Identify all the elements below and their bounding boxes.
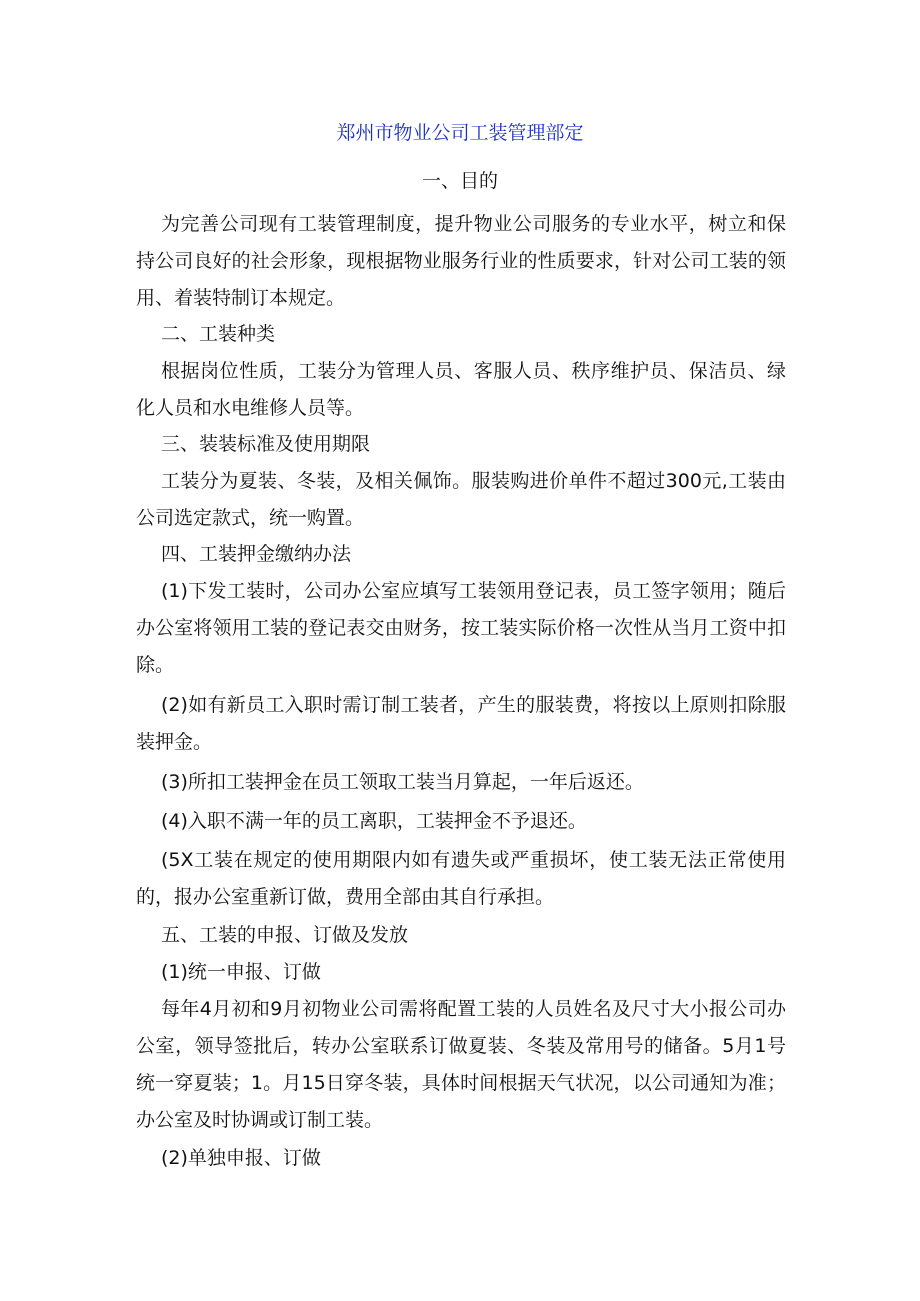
section-heading-purpose: 一、目的	[421, 170, 498, 192]
ordering-paragraph: 每年4月初和9月初物业公司需将配置工装的人员姓名及尺寸大小报公司办公室，领导签批后，转办公室联系订做夏装、冬装及常用号的储备。5月1号统一穿夏装；1。月15日穿冬装，具体时间根据天气状况，以公司通知为准；办公室及时协调或订制工装。	[136, 998, 786, 1131]
document-title: 郑州市物业公司工装管理部定	[336, 122, 584, 144]
deposit-item: (3)所扣工装押金在员工领取工装当月算起，一年后返还。	[161, 771, 644, 793]
section-heading-ordering: 五、工装的申报、订做及发放	[161, 924, 409, 946]
deposit-item: (1)下发工装时，公司办公室应填写工装领用登记表，员工签字领用；随后办公室将领用工装的登记表交由财务，按工装实际价格一次性从当月工资中扣除。	[136, 580, 786, 676]
subheading-unified-ordering: (1)统一申报、订做	[161, 961, 321, 983]
standards-paragraph: 工装分为夏装、冬装，及相关佩饰。服装购进价单件不超过300元,工装由公司选定款式，统一购置。	[136, 470, 786, 529]
deposit-item: (2)如有新员工入职时需订制工装者，产生的服装费，将按以上原则扣除服装押金。	[136, 694, 786, 753]
purpose-paragraph: 为完善公司现有工装管理制度，提升物业公司服务的专业水平，树立和保持公司良好的社会形象，现根据物业服务行业的性质要求，针对公司工装的领用、着装特制订本规定。	[136, 213, 786, 309]
subheading-individual-ordering: (2)单独申报、订做	[161, 1147, 321, 1169]
deposit-item: (4)入职不满一年的员工离职，工装押金不予退还。	[161, 810, 587, 832]
types-paragraph: 根据岗位性质，工装分为管理人员、客服人员、秩序维护员、保洁员、绿化人员和水电维修人员等。	[136, 360, 786, 419]
section-heading-types: 二、工装种类	[161, 323, 276, 345]
section-heading-standards: 三、装装标准及使用期限	[161, 433, 371, 455]
section-heading-deposit: 四、工装押金缴纳办法	[161, 543, 352, 565]
deposit-item: (5X工装在规定的使用期限内如有遗失或严重损坏，使工装无法正常使用的，报办公室重新订做，费用全部由其自行承担。	[136, 849, 786, 908]
